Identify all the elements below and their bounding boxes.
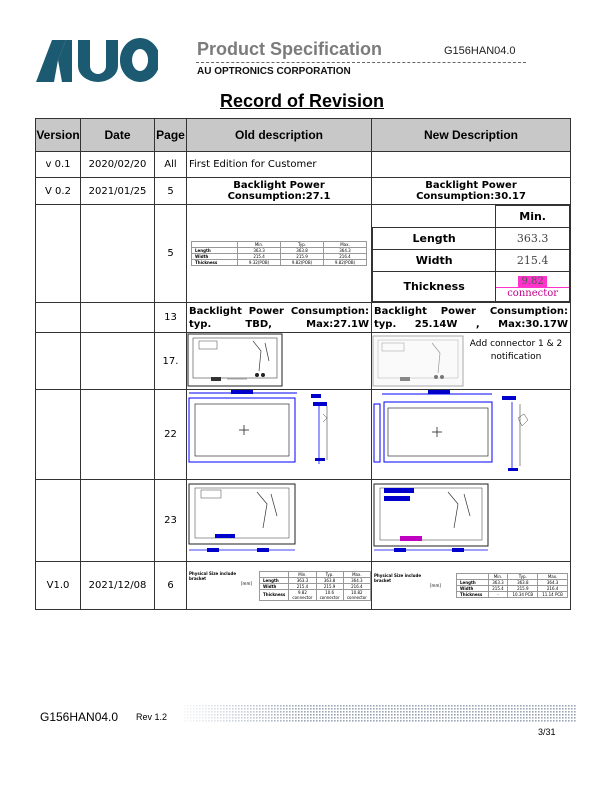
new-dim-corner — [373, 206, 496, 228]
v10-new-label: Width — [457, 586, 489, 592]
v10-old-label: Length — [260, 577, 289, 583]
version-cell — [36, 390, 81, 480]
old-rear-drawing — [187, 480, 307, 556]
col-version: Version — [36, 119, 81, 152]
old-dim-header: Typ. — [281, 242, 324, 248]
new-desc-text: Backlight Power Consumption: typ. 25.14W , Max:30.17W — [374, 305, 568, 330]
new-desc-cell — [372, 333, 571, 390]
date-cell — [81, 390, 155, 480]
old-desc-text: First Edition for Customer — [189, 159, 317, 170]
col-old-description: Old description — [187, 119, 372, 152]
old-dim-value: 9.32(POB) — [238, 260, 281, 266]
old-dim-label: Length — [192, 248, 238, 254]
col-new-description: New Description — [372, 119, 571, 152]
old-dim-label: Thickness — [192, 260, 238, 266]
new-desc-cell — [372, 152, 571, 178]
connector-note: Add connector 1 & 2 notification — [469, 339, 563, 362]
header-divider — [196, 62, 526, 63]
table-row — [36, 333, 571, 390]
version-cell — [36, 333, 81, 390]
old-dim-value: 215.9 — [281, 254, 324, 260]
new-dimension-wrap — [372, 205, 570, 301]
page-cell: 22 — [155, 390, 187, 480]
old-desc-cell — [187, 152, 372, 178]
v10-new-value: 363.3 — [488, 580, 508, 586]
page-cell: 13 — [155, 303, 187, 333]
v10-old-value: 10.82 connector — [343, 589, 370, 600]
table-header-row — [36, 119, 571, 152]
v10-old-value: 215.4 — [289, 583, 316, 589]
new-front-drawing — [372, 390, 570, 476]
v10-old-value: 215.9 — [316, 583, 343, 589]
v10-new-unit: [mm] — [430, 583, 441, 588]
model-number: G156HAN04.0 — [444, 45, 516, 57]
old-dim-value: 215.4 — [238, 254, 281, 260]
v10-new-value: 216.4 — [538, 586, 568, 592]
version-cell: V 0.2 — [36, 178, 81, 205]
v10-new-value: 11.14 PCB — [538, 592, 568, 598]
new-desc-cell — [372, 390, 571, 480]
date-cell: 2021/01/25 — [81, 178, 155, 205]
v10-new-value: 364.3 — [538, 580, 568, 586]
v10-old-spec — [187, 571, 371, 601]
new-rear-drawing — [372, 480, 496, 556]
date-cell — [81, 205, 155, 303]
v10-new-value: 363.8 — [508, 580, 538, 586]
old-dim-label: Width — [192, 254, 238, 260]
v10-old-unit: [mm] — [241, 580, 252, 586]
old-dim-header: Max. — [324, 242, 367, 248]
version-cell: V1.0 — [36, 562, 81, 610]
page-cell: 17. — [155, 333, 187, 390]
v10-old-label: Width — [260, 583, 289, 589]
new-dim-header: Min. — [496, 206, 570, 228]
v10-old-value: 9.82 connector — [289, 589, 316, 600]
v10-old-header: Max. — [343, 571, 370, 577]
thickness-value-highlight: 9.82 — [518, 276, 546, 287]
new-connector-drawing — [372, 335, 464, 389]
page-cell: All — [155, 152, 187, 178]
old-dim-value: 364.3 — [324, 248, 367, 254]
old-desc-cell — [187, 205, 372, 303]
v10-new-value: - — [488, 592, 508, 598]
v10-old-value: 216.4 — [343, 583, 370, 589]
table-row — [36, 303, 571, 333]
new-desc-cell — [372, 480, 571, 562]
date-cell — [81, 333, 155, 390]
v10-old-table — [259, 571, 371, 601]
v10-old-value: 364.3 — [343, 577, 370, 583]
v10-new-value: 10.34 PCB — [508, 592, 538, 598]
old-dimension-table — [191, 241, 367, 266]
date-cell — [81, 480, 155, 562]
old-dim-value: 363.3 — [238, 248, 281, 254]
old-connector-drawing — [187, 333, 283, 387]
col-page: Page — [155, 119, 187, 152]
v10-old-header: Typ. — [316, 571, 343, 577]
table-row — [36, 390, 571, 480]
new-desc-cell — [372, 303, 571, 333]
page-cell: 23 — [155, 480, 187, 562]
col-date: Date — [81, 119, 155, 152]
v10-new-label: Thickness — [457, 592, 489, 598]
table-row — [36, 152, 571, 178]
old-desc-cell — [187, 562, 372, 610]
v10-new-header: Max. — [538, 574, 568, 580]
v10-old-value: 10.6 connector — [316, 589, 343, 600]
old-dim-header: Min. — [238, 242, 281, 248]
table-row — [36, 205, 571, 303]
v10-old-value: 363.8 — [316, 577, 343, 583]
table-row — [36, 480, 571, 562]
page-number: 3/31 — [538, 727, 556, 737]
v10-new-header: Typ. — [508, 574, 538, 580]
new-dimension-table — [372, 205, 570, 302]
footer-model: G156HAN04.0 — [40, 710, 119, 724]
old-front-drawing — [187, 390, 371, 466]
company-name: AU OPTRONICS CORPORATION — [197, 66, 351, 77]
new-dim-value: 363.3 — [496, 228, 570, 250]
footer-dot-pattern — [184, 705, 576, 723]
auo-logo — [36, 38, 158, 82]
v10-new-note: Physical Size include bracket — [374, 573, 422, 583]
v10-new-header: Min. — [488, 574, 508, 580]
new-dim-value: 215.4 — [496, 250, 570, 272]
old-desc-cell — [187, 390, 372, 480]
old-dim-value: 9.82(POB) — [281, 260, 324, 266]
v10-old-note: Physical Size include bracket — [189, 570, 237, 581]
version-cell — [36, 303, 81, 333]
footer-revision: Rev 1.2 — [136, 712, 168, 722]
table-row — [36, 562, 571, 610]
v10-new-value: 215.4 — [488, 586, 508, 592]
new-dim-label: Width — [373, 250, 496, 272]
old-dim-value: 216.4 — [324, 254, 367, 260]
date-cell: 2021/12/08 — [81, 562, 155, 610]
table-row — [36, 178, 571, 205]
product-spec-title: Product Specification — [197, 39, 383, 59]
date-cell: 2020/02/20 — [81, 152, 155, 178]
old-desc-cell — [187, 333, 372, 390]
revision-table — [35, 118, 571, 610]
page-cell: 5 — [155, 205, 187, 303]
date-cell — [81, 303, 155, 333]
old-desc-text: Backlight Power Consumption: typ. TBD, Max:27.1W — [189, 305, 369, 330]
page-cell: 6 — [155, 562, 187, 610]
v10-old-header: Min. — [289, 571, 316, 577]
old-desc-cell — [187, 303, 372, 333]
new-dim-value-cell — [496, 272, 570, 302]
v10-new-table — [456, 573, 568, 598]
version-cell — [36, 205, 81, 303]
new-desc-cell — [372, 205, 571, 303]
v10-old-label: Thickness — [260, 589, 289, 600]
thickness-note: connector — [496, 287, 569, 299]
old-desc-cell: Backlight Power Consumption:27.1 — [187, 178, 372, 205]
old-dim-value: 9.82(POB) — [324, 260, 367, 266]
v10-new-value: 215.9 — [508, 586, 538, 592]
v10-new-spec — [372, 573, 570, 598]
new-dim-label: Length — [373, 228, 496, 250]
new-dim-label: Thickness — [373, 272, 496, 302]
page-cell: 5 — [155, 178, 187, 205]
record-of-revision-title: Record of Revision — [219, 91, 385, 111]
v10-new-label: Length — [457, 580, 489, 586]
new-desc-cell — [372, 562, 571, 610]
version-cell: v 0.1 — [36, 152, 81, 178]
old-desc-cell — [187, 480, 372, 562]
old-dim-value: 363.8 — [281, 248, 324, 254]
new-desc-cell: Backlight Power Consumption:30.17 — [372, 178, 571, 205]
version-cell — [36, 480, 81, 562]
v10-old-value: 363.3 — [289, 577, 316, 583]
